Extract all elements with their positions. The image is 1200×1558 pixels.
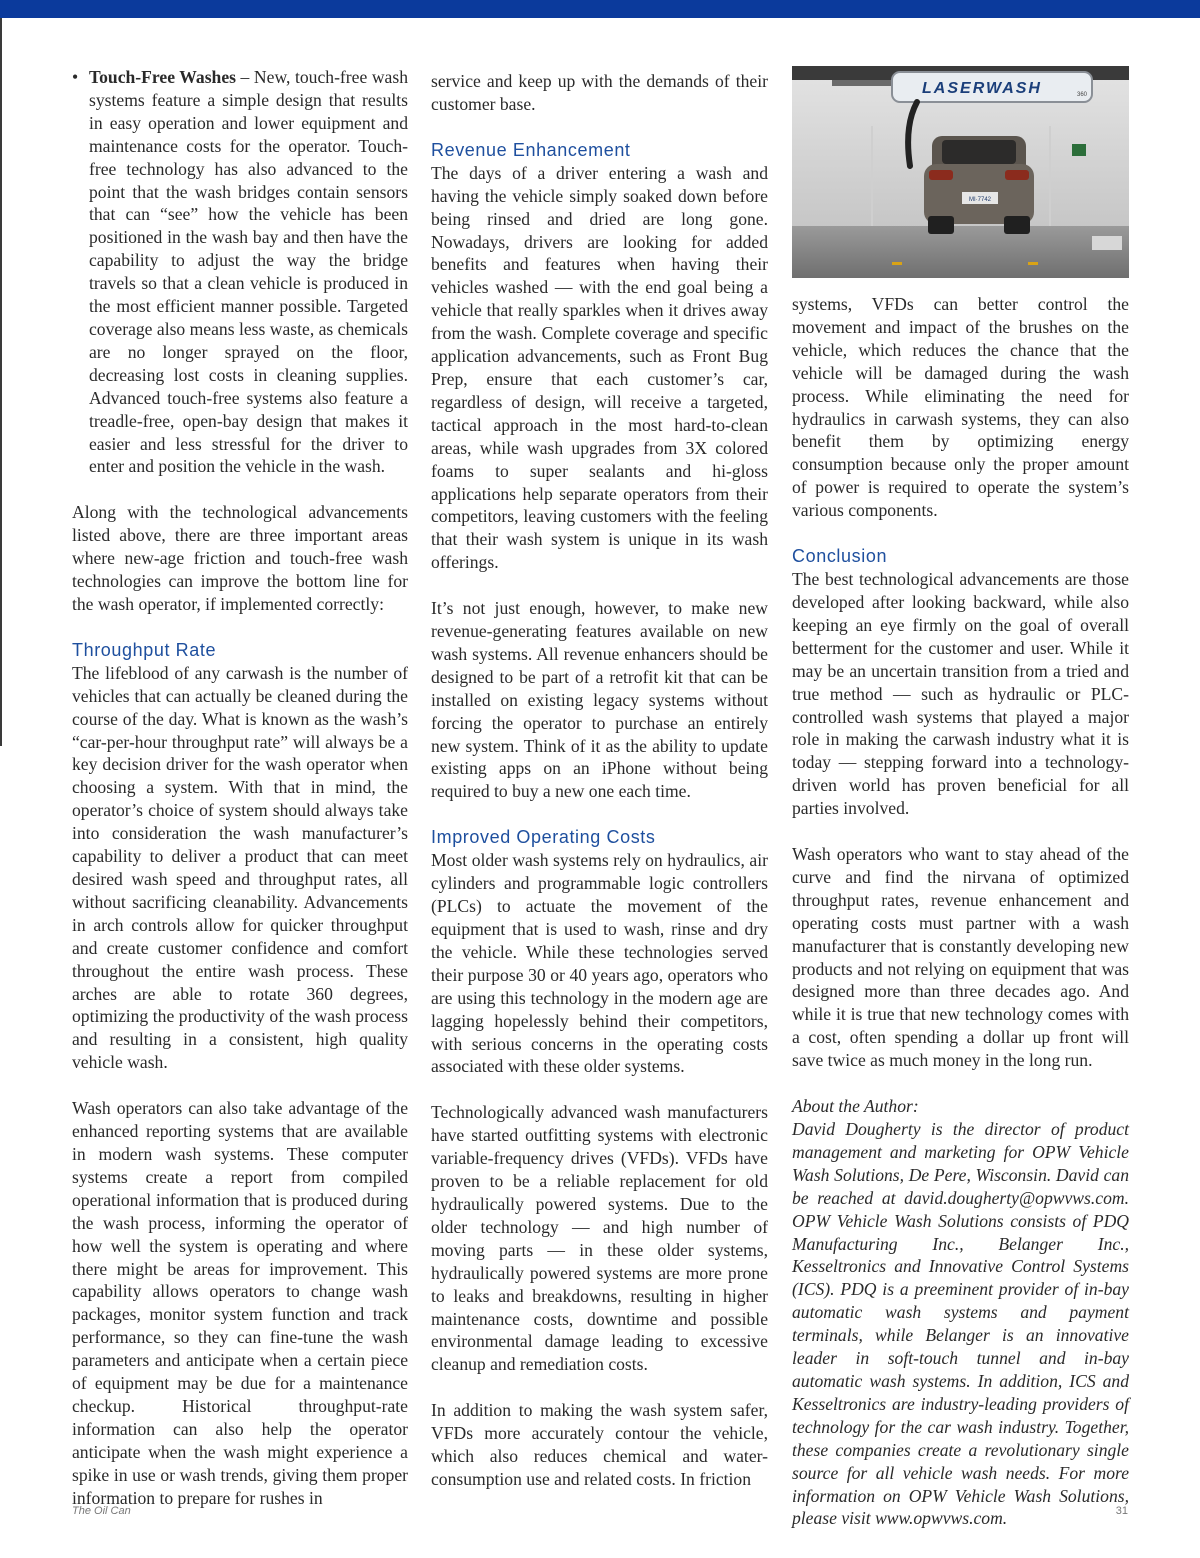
column-2 (431, 66, 768, 1514)
laserwash-sign-suffix: 360 (1076, 92, 1088, 98)
page-number: 31 (1115, 1505, 1128, 1517)
throughput-paragraph-1: The lifeblood of any carwash is the number of vehicles that can actually be cleaned during the course of the day. What is known as the wash’s “car-per-hour throughput rate” will always be a key decision driver for the wash operator when choosing a system. With that in mind, the operator’s choice of system should always take into consideration the wash manufacturer’s capability to deliver a product that can meet desired wash speed and throughput rates, all without sacrificing cleanability. Advancements in arch controls allow for quicker throughput and create customer confidence and comfort throughout the entire wash process. These arches are able to rotate 360 degrees, optimizing the productivity of the wash process and resulting in a consistent, high quality vehicle wash. (72, 662, 408, 1073)
bullet-item-touch-free (72, 66, 408, 478)
license-plate-text: MI·7742 (968, 197, 992, 203)
throughput-heading: Throughput Rate (72, 639, 217, 660)
left-edge-rule (0, 18, 2, 746)
about-the-author (792, 1095, 1129, 1530)
continuation-paragraph: service and keep up with the demands of their customer base. (431, 71, 768, 114)
bullet-text: – New, touch-free wash systems feature a simple design that results in easy operation and lower equipment and maintenance costs for the operator. Touch-free technology has also advanced to the point that the wash bridges contain sensors that can “see” how the vehicle has been positioned in the wash bay and then have the capability to adjust the way the bridge travels so that a clean vehicle is produced in the most efficient manner possible. Targeted coverage also means less waste, as chemicals are no longer sprayed on the floor, decreasing lost costs in cleaning supplies. Advanced touch-free systems also feature a treadle-free, open-bay design that makes it easier and less stressful for the driver to enter and position the vehicle in the wash. (89, 67, 409, 477)
bullet-lead: Touch-Free Washes (89, 67, 236, 87)
operating-costs-heading: Improved Operating Costs (431, 827, 656, 848)
top-color-bar (0, 0, 1200, 18)
carwash-photo (792, 66, 1129, 278)
bullet-dot-icon: • (72, 67, 79, 87)
intro-paragraph: Along with the technological advancements listed above, there are three important areas where new-age friction and touch-free wash technologies can improve the bottom line for the wash operator, if implemented correctly: (72, 502, 408, 614)
column-3 (792, 66, 1129, 1530)
conclusion-paragraph-2: Wash operators who want to stay ahead of the curve and find the nirvana of optimized throughput rates, revenue enhancement and operating costs must partner with a wash manufacturer that is constantly developing new products and not relying on equipment that was designed more than three decades ago. And while it is true that new technology comes with a cost, often spending a dollar up front will save twice as much money in the long run. (792, 844, 1129, 1071)
bullet-paragraph (89, 66, 408, 478)
revenue-paragraph-1: The days of a driver entering a wash and having the vehicle simply soaked down before being rinsed and dried are long gone. Nowadays, drivers are looking for added benefits and features when having their vehicles washed — with the end goal being a vehicle that really sparkles when it drives away from the wash. Complete coverage and specific application advancements, such as Front Bug Prep, ensure that each customer’s car, regardless of design, will receive a targeted, tactical approach in the most hard-to-clean areas, while wash upgrades from 3X colored foams to super sealants and hi-gloss applications help separate operators from their competitors, leaving customers with the feeling that their wash system is unique in its wash offerings. (431, 162, 768, 573)
continuation-paragraph: systems, VFDs can better control the movement and impact of the brushes on the vehicle, which reduces the chance that the vehicle will be damaged during the wash process. While eliminating the need for hydraulics in carwash systems, they can also benefit them by optimizing energy consumption because only the proper amount of power is required to operate the system’s various components. (792, 294, 1129, 521)
operating-costs-paragraph-3: In addition to making the wash system safer, VFDs more accurately contour the vehicle, which also reduces chemical and water-consumption use and related costs. In friction (431, 1400, 768, 1489)
conclusion-heading: Conclusion (792, 546, 888, 567)
revenue-heading: Revenue Enhancement (431, 139, 631, 160)
author-bio: David Dougherty is the director of product management and marketing for OPW Vehicle Wash Solutions, De Pere, Wisconsin. David can be reached at david.dougherty@opwvws.com. OPW Vehicle Wash Solutions consists of PDQ Manufacturing Inc., Belanger Inc., Kesseltronics and Innovative Control Systems (ICS). PDQ is a preeminent provider of in-bay automatic wash systems and payment terminals, while Belanger is an innovative leader in soft-touch tunnel and in-bay automatic wash systems. In addition, ICS and Kesseltronics are industry-leading providers of technology for the car wash industry. Together, these companies create a revolutionary single source for all vehicle wash needs. For more information on OPW Vehicle Wash Solutions, please visit www.opwvws.com. (792, 1119, 1129, 1529)
revenue-paragraph-2: It’s not just enough, however, to make new revenue-generating features available on new wash systems. All revenue enhancers should be designed to be part of a retrofit kit that can be installed on existing legacy systems without forcing the operator to purchase an entirely new system. Think of it as the ability to update existing apps on an iPhone without being required to buy a new one each time. (431, 598, 768, 802)
publication-name: The Oil Can (72, 1505, 131, 1517)
laserwash-sign-text: LASERWASH (922, 80, 1042, 97)
throughput-paragraph-2: Wash operators can also take advantage of the enhanced reporting systems that are available in modern wash systems. These computer systems create a report from compiled operational information that is produced during the wash process, informing the operator of how well the system is operating and where there might be areas for improvement. This capability allows operators to change wash packages, monitor system function and track performance, so they can fine-tune the wash parameters and anticipate when a certain piece of equipment may be due for a maintenance checkup. Historical throughput-rate information can also help the operator anticipate when the wash might experience a spike in use or wash trends, giving them proper information to prepare for rushes in (72, 1098, 408, 1508)
column-1 (72, 66, 408, 1532)
operating-costs-paragraph-2: Technologically advanced wash manufacturers have started outfitting systems with electronic variable-frequency drives (VFDs). VFDs have proven to be a reliable replacement for old hydraulically powered systems. Due to the older technology — and high number of moving parts — in these older systems, hydraulically powered systems are more prone to leaks and breakdowns, resulting in higher maintenance costs, downtime and possible environmental damage leading to excessive cleanup and remediation costs. (431, 1102, 768, 1375)
conclusion-paragraph-1: The best technological advancements are those developed after looking backward, while also keeping an eye firmly on the goal of overall betterment for the customer and user. While it may be an uncertain transition from a tried and true method — such as hydraulic or PLC-controlled wash systems that played a major role in making the carwash industry what it is today — stepping forward into a technology-driven world has proven beneficial for all parties involved. (792, 569, 1129, 819)
author-heading: About the Author: (792, 1096, 919, 1117)
operating-costs-paragraph-1: Most older wash systems rely on hydraulics, air cylinders and programmable logic controllers (PLCs) to actuate the movement of the equipment that is used to wash, rinse and dry the vehicle. While these technologies served their purpose 30 or 40 years ago, operators who are using this technology in the modern age are lagging hopelessly behind their competitors, with serious concerns in the operating costs associated with these older systems. (431, 850, 768, 1077)
